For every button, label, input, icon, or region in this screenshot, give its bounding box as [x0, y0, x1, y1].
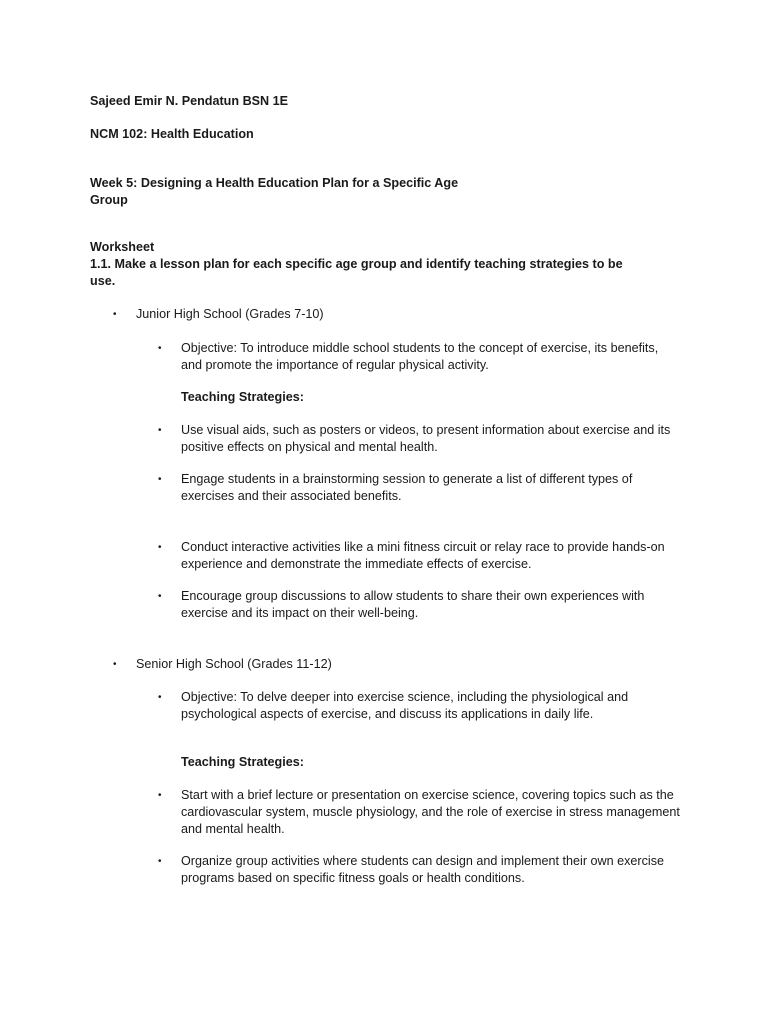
worksheet-label: Worksheet: [90, 240, 155, 254]
bullet-icon: •: [158, 790, 162, 801]
objective-junior-high: Objective: To introduce middle school students to the concept of exercise, its benefits, and promote the importance of regular physical activity.: [181, 341, 659, 372]
group-title-junior-high: Junior High School (Grades 7-10): [136, 307, 324, 321]
strategy-item: Encourage group discussions to allow students to share their own experiences with exercise and its impact on their well-being.: [181, 589, 645, 620]
strategy-item: Use visual aids, such as posters or videos, to present information about exercise and its positive effects on physical and mental health.: [181, 423, 671, 454]
bullet-icon: •: [113, 309, 117, 320]
bullet-icon: •: [158, 591, 162, 602]
group-title-senior-high: Senior High School (Grades 11-12): [136, 657, 332, 671]
author-line: Sajeed Emir N. Pendatun BSN 1E: [90, 94, 289, 108]
strategies-label-senior-high: Teaching Strategies:: [181, 755, 304, 769]
week-title: Week 5: Designing a Health Education Plan for a Specific Age Group: [90, 176, 459, 207]
bullet-icon: •: [158, 343, 162, 354]
bullet-icon: •: [158, 542, 162, 553]
bullet-icon: •: [158, 425, 162, 436]
course-title: NCM 102: Health Education: [90, 127, 254, 141]
strategies-label-junior-high: Teaching Strategies:: [181, 390, 304, 404]
bullet-icon: •: [158, 692, 162, 703]
bullet-icon: •: [158, 474, 162, 485]
objective-senior-high: Objective: To delve deeper into exercise science, including the physiological and psychological aspects of exercise, and discuss its applications in daily life.: [181, 690, 629, 721]
strategy-item: Engage students in a brainstorming session to generate a list of different types of exercises and their associated benefits.: [181, 472, 633, 503]
strategy-item: Conduct interactive activities like a mini fitness circuit or relay race to provide hands-on experience and demonstrate the immediate effects of exercise.: [181, 540, 665, 571]
bullet-icon: •: [113, 659, 117, 670]
strategy-item: Organize group activities where students can design and implement their own exercise programs based on specific fitness goals or health conditions.: [181, 854, 665, 885]
worksheet-instruction: 1.1. Make a lesson plan for each specific age group and identify teaching strategies to be use.: [90, 257, 623, 288]
bullet-icon: •: [158, 856, 162, 867]
strategy-item: Start with a brief lecture or presentation on exercise science, covering topics such as the cardiovascular system, muscle physiology, and the role of exercise in stress management and mental health.: [181, 788, 680, 836]
